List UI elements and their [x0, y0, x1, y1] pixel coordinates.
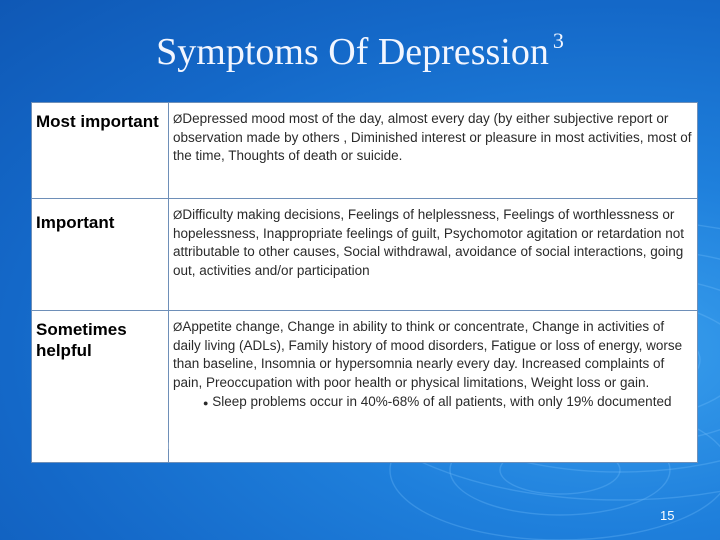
slide-title [0, 28, 720, 74]
category-cell: Important [32, 199, 169, 311]
symptoms-cell [169, 199, 698, 311]
symptoms-table [31, 102, 698, 463]
arrow-bullet-icon: Ø [173, 112, 183, 126]
table-row [32, 311, 698, 463]
table-row [32, 103, 698, 199]
symptoms-text: Appetite change, Change in ability to think or concentrate, Change in activities of daily living (ADLs), Family history of mood disorders, Fatigue or loss of energy, worse than baseline, Insomnia or hypersomnia nearly every day. Increased complaints of pain, Preoccupation with poor health or physical limitations, Weight loss or gain. [173, 319, 683, 391]
symptoms-cell [169, 103, 698, 199]
title-text: Symptoms Of Depression [156, 31, 549, 73]
arrow-bullet-icon: Ø [173, 320, 183, 334]
arrow-bullet-icon: Ø [173, 208, 183, 222]
symptoms-text: Difficulty making decisions, Feelings of helplessness, Feelings of worthlessness or hopelessness, Inappropriate feelings of guilt, Psychomotor agitation or retardation not attributable to other causes, Social withdrawal, avoidance of social interactions, going out, activities and/or participation [173, 207, 685, 279]
sub-bullet-text: Sleep problems occur in 40%-68% of all patients, with only 19% documented [212, 393, 672, 409]
symptoms-text: Depressed mood most of the day, almost every day (by either subjective report or observation made by others , Diminished interest or pleasure in most activities, most of the time, Thoughts of death or suicide. [173, 111, 692, 164]
symptoms-cell [169, 311, 698, 463]
sub-bullet [173, 393, 693, 413]
table-row [32, 199, 698, 311]
category-cell: Most important [32, 103, 169, 199]
category-cell: Sometimes helpful [32, 311, 169, 463]
title-superscript: 3 [552, 28, 564, 53]
dot-bullet-icon: ● [203, 397, 209, 408]
reference-text: Reference: Sleep: A Marker of Physical and Mental Health in the Elderly. Am. J. Geriatric Psychiatry. 14:10. 860-866. Oct. 2006 [37, 441, 553, 451]
page-number: 15 [660, 508, 675, 523]
